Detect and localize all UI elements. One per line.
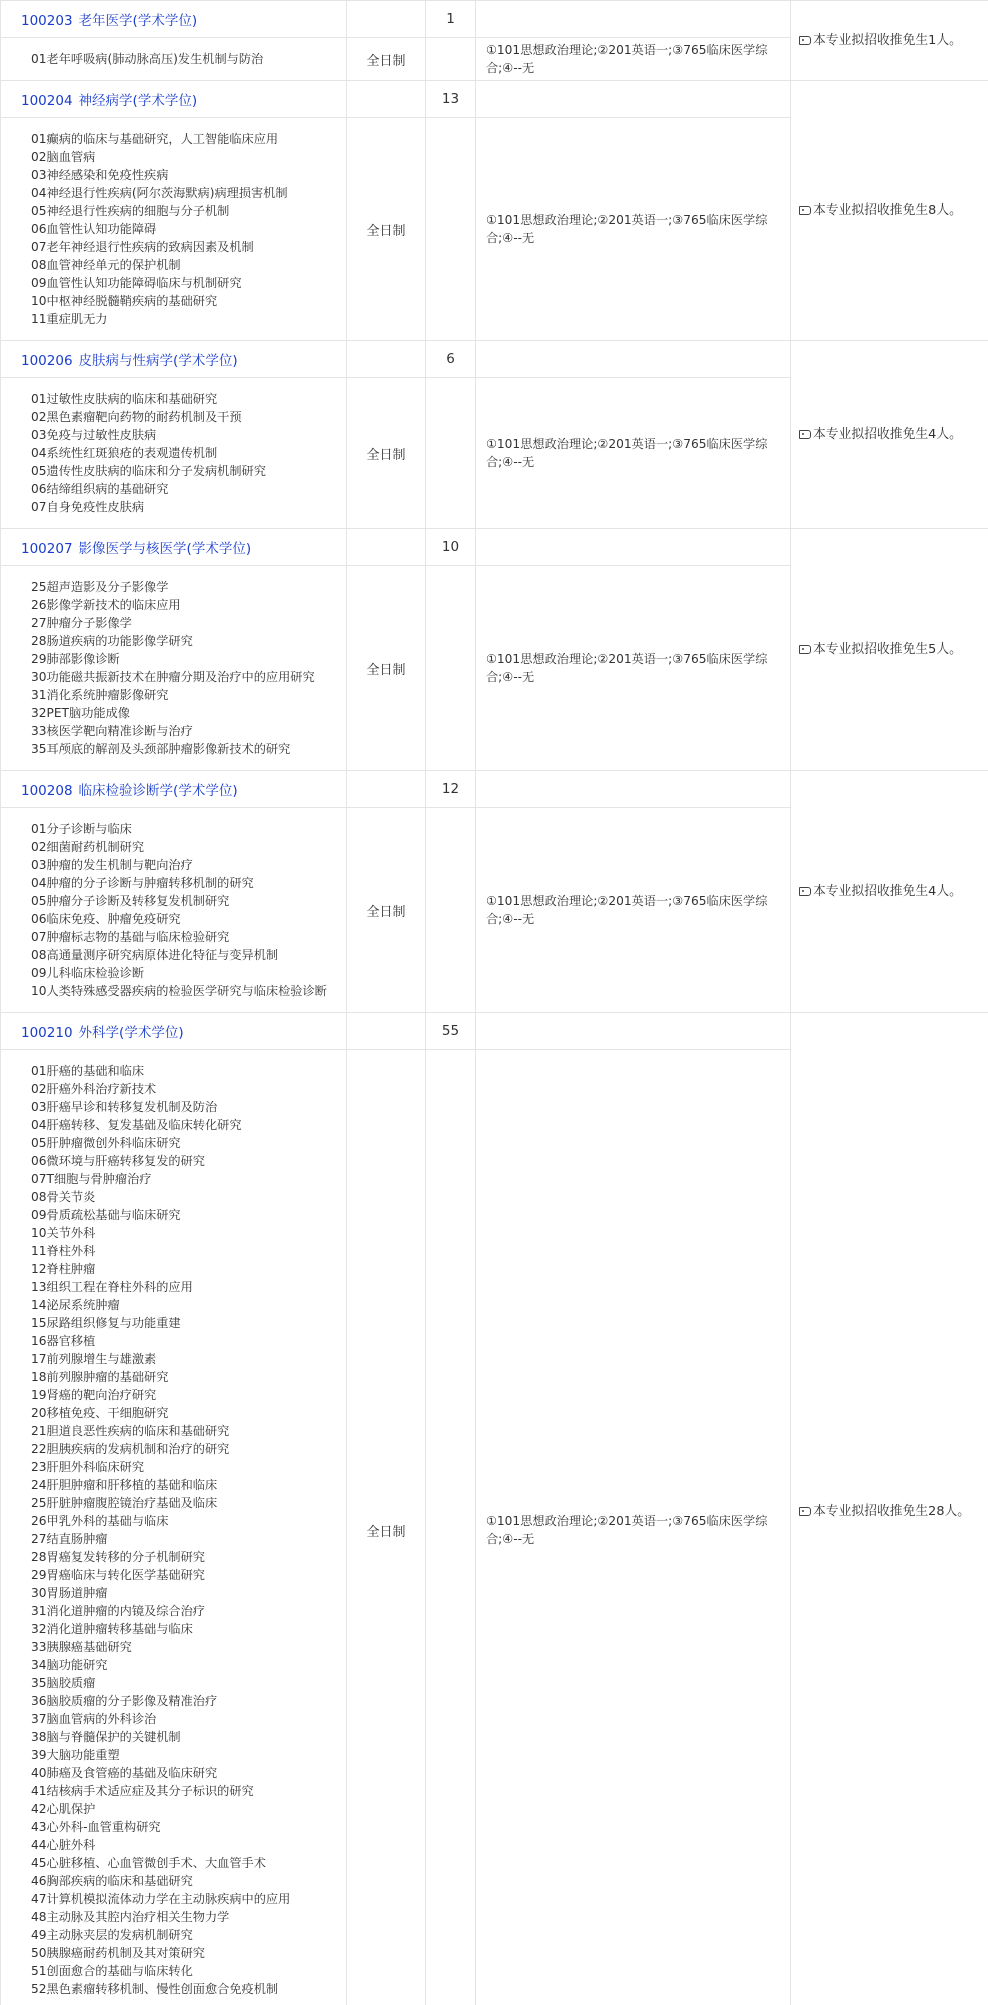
empty-cell (426, 808, 476, 1013)
research-direction-item: 03免疫与过敏性皮肤病 (31, 428, 157, 442)
research-direction-item: 33胰腺癌基础研究 (31, 1640, 132, 1654)
research-direction-item: 04神经退行性疾病(阿尔茨海默病)病理损害机制 (31, 186, 288, 200)
research-direction-item: 09儿科临床检验诊断 (31, 966, 145, 980)
research-direction-item: 17前列腺增生与雄激素 (31, 1352, 157, 1366)
research-direction-item: 32PET脑功能成像 (31, 706, 130, 720)
research-direction-item: 02黑色素瘤靶向药物的耐药机制及干预 (31, 410, 242, 424)
major-code[interactable]: 100207 (21, 541, 73, 557)
research-direction-item: 06结缔组织病的基础研究 (31, 482, 169, 496)
research-direction-item: 07老年神经退行性疾病的致病因素及机制 (31, 240, 254, 254)
research-direction-item: 30功能磁共振新技术在肿瘤分期及治疗中的应用研究 (31, 670, 315, 684)
research-direction-item: 47计算机模拟流体动力学在主动脉疾病中的应用 (31, 1892, 291, 1906)
research-direction-item: 06微环境与肝癌转移复发的研究 (31, 1154, 205, 1168)
major-title[interactable] (1, 1013, 347, 1050)
exam-subjects: ①101思想政治理论;②201英语一;③765临床医学综合;④--无 (476, 1050, 791, 2005)
major-header-row (1, 81, 988, 118)
research-directions (1, 378, 347, 529)
research-direction-item: 25肝脏肿瘤腹腔镜治疗基础及临床 (31, 1496, 218, 1510)
research-direction-item: 09骨质疏松基础与临床研究 (31, 1208, 181, 1222)
research-direction-item: 31消化系统肿瘤影像研究 (31, 688, 169, 702)
major-name[interactable]: 影像医学与核医学(学术学位) (78, 541, 252, 557)
exam-subjects: ①101思想政治理论;②201英语一;③765临床医学综合;④--无 (476, 566, 791, 771)
exam-subjects: ①101思想政治理论;②201英语一;③765临床医学综合;④--无 (476, 378, 791, 529)
empty-cell (426, 1050, 476, 2005)
research-direction-item: 10中枢神经脱髓鞘疾病的基础研究 (31, 294, 218, 308)
research-direction-item: 48主动脉及其腔内治疗相关生物力学 (31, 1910, 230, 1924)
major-header-row (1, 1, 988, 38)
exam-subjects: ①101思想政治理论;②201英语一;③765临床医学综合;④--无 (476, 118, 791, 341)
research-direction-item: 06血管性认知功能障碍 (31, 222, 157, 236)
major-note-text: 本专业拟招收推免生4人。 (813, 426, 962, 442)
research-direction-item: 05肝肿瘤微创外科临床研究 (31, 1136, 181, 1150)
research-direction-item: 37脑血管病的外科诊治 (31, 1712, 157, 1726)
research-direction-item: 01分子诊断与临床 (31, 822, 132, 836)
major-name[interactable]: 皮肤病与性病学(学术学位) (78, 353, 238, 369)
research-direction-item: 11重症肌无力 (31, 312, 108, 326)
empty-cell (476, 81, 791, 118)
research-direction-item: 08骨关节炎 (31, 1190, 96, 1204)
major-note-text: 本专业拟招收推免生5人。 (813, 641, 962, 657)
major-title[interactable] (1, 81, 347, 118)
research-direction-item: 16器官移植 (31, 1334, 96, 1348)
research-direction-item: 23肝胆外科临床研究 (31, 1460, 145, 1474)
research-direction-item: 06临床免疫、肿瘤免疫研究 (31, 912, 181, 926)
research-direction-item: 07自身免疫性皮肤病 (31, 500, 145, 514)
research-direction-item: 35耳颅底的解剖及头颈部肿瘤影像新技术的研究 (31, 742, 291, 756)
research-direction-item: 14泌尿系统肿瘤 (31, 1298, 120, 1312)
major-quota: 12 (426, 771, 476, 808)
research-direction-item: 01过敏性皮肤病的临床和基础研究 (31, 392, 218, 406)
research-direction-item: 02细菌耐药机制研究 (31, 840, 145, 854)
study-mode: 全日制 (347, 1050, 426, 2005)
study-mode: 全日制 (347, 808, 426, 1013)
major-code[interactable]: 100204 (21, 93, 73, 109)
research-directions (1, 566, 347, 771)
research-direction-item: 13组织工程在脊柱外科的应用 (31, 1280, 193, 1294)
research-direction-item: 03神经感染和免疫性疾病 (31, 168, 169, 182)
exam-subjects: ①101思想政治理论;②201英语一;③765临床医学综合;④--无 (476, 808, 791, 1013)
research-directions (1, 118, 347, 341)
major-note (791, 529, 988, 771)
research-direction-item: 03肿瘤的发生机制与靶向治疗 (31, 858, 193, 872)
major-note (791, 1, 988, 81)
study-mode: 全日制 (347, 38, 426, 81)
research-directions (1, 38, 347, 81)
empty-cell (476, 341, 791, 378)
major-quota: 13 (426, 81, 476, 118)
research-directions (1, 808, 347, 1013)
research-direction-item: 28肠道疾病的功能影像学研究 (31, 634, 193, 648)
major-note (791, 341, 988, 529)
research-direction-item: 01老年呼吸病(肺动脉高压)发生机制与防治 (31, 52, 264, 66)
research-direction-item: 27结直肠肿瘤 (31, 1532, 108, 1546)
major-header-row (1, 341, 988, 378)
tag-icon (799, 887, 811, 896)
empty-cell (476, 771, 791, 808)
research-direction-item: 04肝癌转移、复发基础及临床转化研究 (31, 1118, 242, 1132)
research-direction-item: 26甲乳外科的基础与临床 (31, 1514, 169, 1528)
research-direction-item: 01癫病的临床与基础研究，人工智能临床应用 (31, 132, 279, 146)
research-direction-item: 50胰腺癌耐药机制及其对策研究 (31, 1946, 205, 1960)
research-direction-item: 15尿路组织修复与功能重建 (31, 1316, 181, 1330)
empty-cell (347, 529, 426, 566)
research-direction-item: 29肺部影像诊断 (31, 652, 120, 666)
research-direction-item: 38脑与脊髓保护的关键机制 (31, 1730, 181, 1744)
research-direction-item: 11脊柱外科 (31, 1244, 96, 1258)
tag-icon (799, 645, 811, 654)
research-direction-item: 43心外科-血管重构研究 (31, 1820, 161, 1834)
research-direction-item: 36脑胶质瘤的分子影像及精准治疗 (31, 1694, 218, 1708)
research-direction-item: 46胸部疾病的临床和基础研究 (31, 1874, 193, 1888)
major-code[interactable]: 100203 (21, 13, 73, 29)
research-direction-item: 42心肌保护 (31, 1802, 96, 1816)
research-direction-item: 28胃癌复发转移的分子机制研究 (31, 1550, 205, 1564)
major-name[interactable]: 神经病学(学术学位) (78, 93, 198, 109)
research-direction-item: 20移植免疫、干细胞研究 (31, 1406, 169, 1420)
major-note-text: 本专业拟招收推免生28人。 (813, 1503, 971, 1519)
research-direction-item: 21胆道良恶性疾病的临床和基础研究 (31, 1424, 230, 1438)
research-direction-item: 09血管性认知功能障碍临床与机制研究 (31, 276, 242, 290)
admissions-table-body (1, 1, 988, 2005)
major-quota: 55 (426, 1013, 476, 1050)
research-direction-item: 05肿瘤分子诊断及转移复发机制研究 (31, 894, 230, 908)
research-direction-item: 10人类特殊感受器疾病的检验医学研究与临床检验诊断 (31, 984, 327, 998)
research-direction-item: 02脑血管病 (31, 150, 96, 164)
major-title[interactable] (1, 341, 347, 378)
research-direction-item: 26影像学新技术的临床应用 (31, 598, 181, 612)
empty-cell (426, 38, 476, 81)
empty-cell (476, 529, 791, 566)
research-direction-item: 01肝癌的基础和临床 (31, 1064, 145, 1078)
research-directions (1, 1050, 347, 2005)
tag-icon (799, 1507, 811, 1516)
study-mode: 全日制 (347, 566, 426, 771)
research-direction-item: 35脑胶质瘤 (31, 1676, 96, 1690)
research-direction-item: 08高通量测序研究病原体进化特征与变异机制 (31, 948, 279, 962)
research-direction-item: 44心脏外科 (31, 1838, 96, 1852)
major-header-row (1, 771, 988, 808)
tag-icon (799, 206, 811, 215)
major-quota: 6 (426, 341, 476, 378)
empty-cell (347, 1, 426, 38)
major-code[interactable]: 100208 (21, 783, 73, 799)
research-direction-item: 25超声造影及分子影像学 (31, 580, 169, 594)
research-direction-item: 51创面愈合的基础与临床转化 (31, 1964, 193, 1978)
major-note (791, 1013, 988, 2005)
tag-icon (799, 430, 811, 439)
research-direction-item: 33核医学靶向精准诊断与治疗 (31, 724, 193, 738)
major-note (791, 81, 988, 341)
research-direction-item: 02肝癌外科治疗新技术 (31, 1082, 157, 1096)
major-header-row (1, 529, 988, 566)
empty-cell (347, 771, 426, 808)
research-direction-item: 12脊柱肿瘤 (31, 1262, 96, 1276)
major-code[interactable]: 100210 (21, 1025, 73, 1041)
research-direction-item: 31消化道肿瘤的内镜及综合治疗 (31, 1604, 205, 1618)
research-direction-item: 32消化道肿瘤转移基础与临床 (31, 1622, 193, 1636)
research-direction-item: 22胆胰疾病的发病机制和治疗的研究 (31, 1442, 230, 1456)
research-direction-item: 10关节外科 (31, 1226, 96, 1240)
empty-cell (426, 566, 476, 771)
research-direction-item: 05遗传性皮肤病的临床和分子发病机制研究 (31, 464, 266, 478)
major-note (791, 771, 988, 1013)
major-name[interactable]: 临床检验诊断学(学术学位) (78, 783, 238, 799)
exam-subjects: ①101思想政治理论;②201英语一;③765临床医学综合;④--无 (476, 38, 791, 81)
research-direction-item: 29胃癌临床与转化医学基础研究 (31, 1568, 205, 1582)
study-mode: 全日制 (347, 118, 426, 341)
research-direction-item: 07肿瘤标志物的基础与临床检验研究 (31, 930, 230, 944)
research-direction-item: 19肾癌的靶向治疗研究 (31, 1388, 157, 1402)
research-direction-item: 39大脑功能重塑 (31, 1748, 120, 1762)
major-note-text: 本专业拟招收推免生8人。 (813, 202, 962, 218)
research-direction-item: 40肺癌及食管癌的基础及临床研究 (31, 1766, 218, 1780)
empty-cell (426, 378, 476, 529)
research-direction-item: 52黑色素瘤转移机制、慢性创面愈合免疫机制 (31, 1982, 279, 1996)
major-note-text: 本专业拟招收推免生1人。 (813, 32, 962, 48)
research-direction-item: 24肝胆肿瘤和肝移植的基础和临床 (31, 1478, 218, 1492)
empty-cell (476, 1, 791, 38)
research-direction-item: 04系统性红斑狼疮的表观遗传机制 (31, 446, 218, 460)
empty-cell (426, 118, 476, 341)
empty-cell (347, 1013, 426, 1050)
research-direction-item: 18前列腺肿瘤的基础研究 (31, 1370, 169, 1384)
research-direction-item: 08血管神经单元的保护机制 (31, 258, 181, 272)
study-mode: 全日制 (347, 378, 426, 529)
major-name[interactable]: 老年医学(学术学位) (78, 13, 198, 29)
research-direction-item: 34脑功能研究 (31, 1658, 108, 1672)
major-name[interactable]: 外科学(学术学位) (78, 1025, 184, 1041)
major-header-row (1, 1013, 988, 1050)
major-title[interactable] (1, 1, 347, 38)
tag-icon (799, 36, 811, 45)
research-direction-item: 45心脏移植、心血管微创手术、大血管手术 (31, 1856, 266, 1870)
research-direction-item: 05神经退行性疾病的细胞与分子机制 (31, 204, 230, 218)
research-direction-item: 07T细胞与骨肿瘤治疗 (31, 1172, 152, 1186)
major-quota: 1 (426, 1, 476, 38)
research-direction-item: 49主动脉夹层的发病机制研究 (31, 1928, 193, 1942)
research-direction-item: 03肝癌早诊和转移复发机制及防治 (31, 1100, 218, 1114)
research-direction-item: 30胃肠道肿瘤 (31, 1586, 108, 1600)
major-quota: 10 (426, 529, 476, 566)
research-direction-item: 27肿瘤分子影像学 (31, 616, 132, 630)
empty-cell (347, 341, 426, 378)
empty-cell (476, 1013, 791, 1050)
major-title[interactable] (1, 529, 347, 566)
major-code[interactable]: 100206 (21, 353, 73, 369)
empty-cell (347, 81, 426, 118)
major-note-text: 本专业拟招收推免生4人。 (813, 883, 962, 899)
research-direction-item: 41结核病手术适应症及其分子标识的研究 (31, 1784, 254, 1798)
major-title[interactable] (1, 771, 347, 808)
research-direction-item: 04肿瘤的分子诊断与肿瘤转移机制的研究 (31, 876, 254, 890)
